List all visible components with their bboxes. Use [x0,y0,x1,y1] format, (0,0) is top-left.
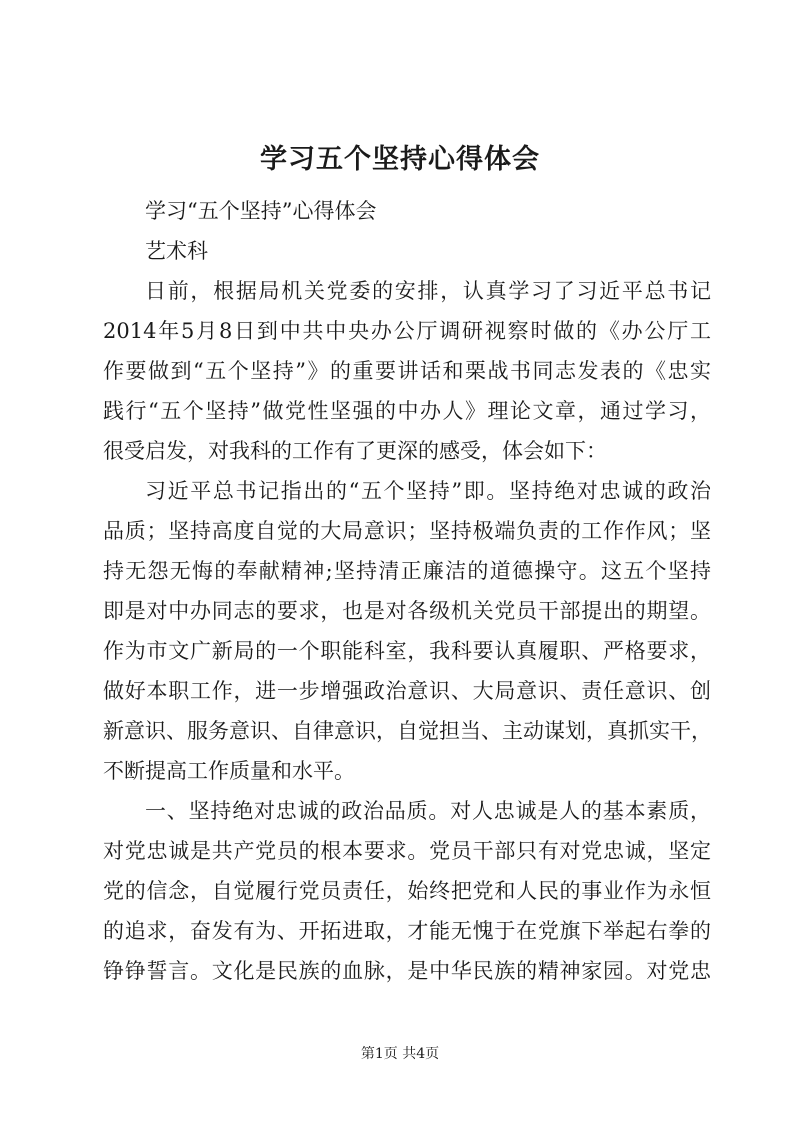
text-line: 艺术科 [145,239,208,263]
text-line: 学习“五个坚持”心得体会 [145,199,377,223]
text-line: 不断提高工作质量和水平。 [103,759,355,783]
text-line: 一、坚持绝对忠诚的政治品质。对人忠诚是人的基本素质， [145,799,711,823]
text-line: 党的信念，自觉履行党员责任，始终把党和人民的事业作为永恒 [103,879,711,903]
text-line: 习近平总书记指出的“五个坚持”即。坚持绝对忠诚的政治 [145,479,711,503]
text-line: 作为市文广新局的一个职能科室，我科要认真履职、严格要求， [103,639,711,663]
document-title: 学习五个坚持心得体会 [260,144,540,175]
text-line: 即是对中办同志的要求，也是对各级机关党员干部提出的期望。 [103,599,711,623]
text-line: 新意识、服务意识、自律意识，自觉担当、主动谋划，真抓实干， [103,719,712,743]
text-line: 对党忠诚是共产党员的根本要求。党员干部只有对党忠诚，坚定 [103,839,711,863]
text-line: 铮铮誓言。文化是民族的血脉，是中华民族的精神家园。对党忠 [103,959,711,983]
text-line: 很受启发，对我科的工作有了更深的感受，体会如下： [103,439,607,463]
text-line: 的追求，奋发有为、开拓进取，才能无愧于在党旗下举起右拳的 [103,919,711,943]
text-line: 做好本职工作，进一步增强政治意识、大局意识、责任意识、创 [103,679,711,703]
document-body [103,191,711,991]
text-line: 作要做到“五个坚持”》的重要讲话和栗战书同志发表的《忠实 [103,359,711,383]
text-line: 2014年5月8日到中共中央办公厅调研视察时做的《办公厅工 [103,319,711,343]
page-number-footer: 第1页 共4页 [360,1046,440,1062]
text-line: 品质；坚持高度自觉的大局意识；坚持极端负责的工作作风；坚 [103,519,711,543]
text-line: 践行“五个坚持”做党性坚强的中办人》理论文章，通过学习， [103,399,711,423]
text-line: 日前，根据局机关党委的安排，认真学习了习近平总书记 [145,279,711,303]
text-line: 持无怨无悔的奉献精神;坚持清正廉洁的道德操守。这五个坚持 [103,559,711,583]
